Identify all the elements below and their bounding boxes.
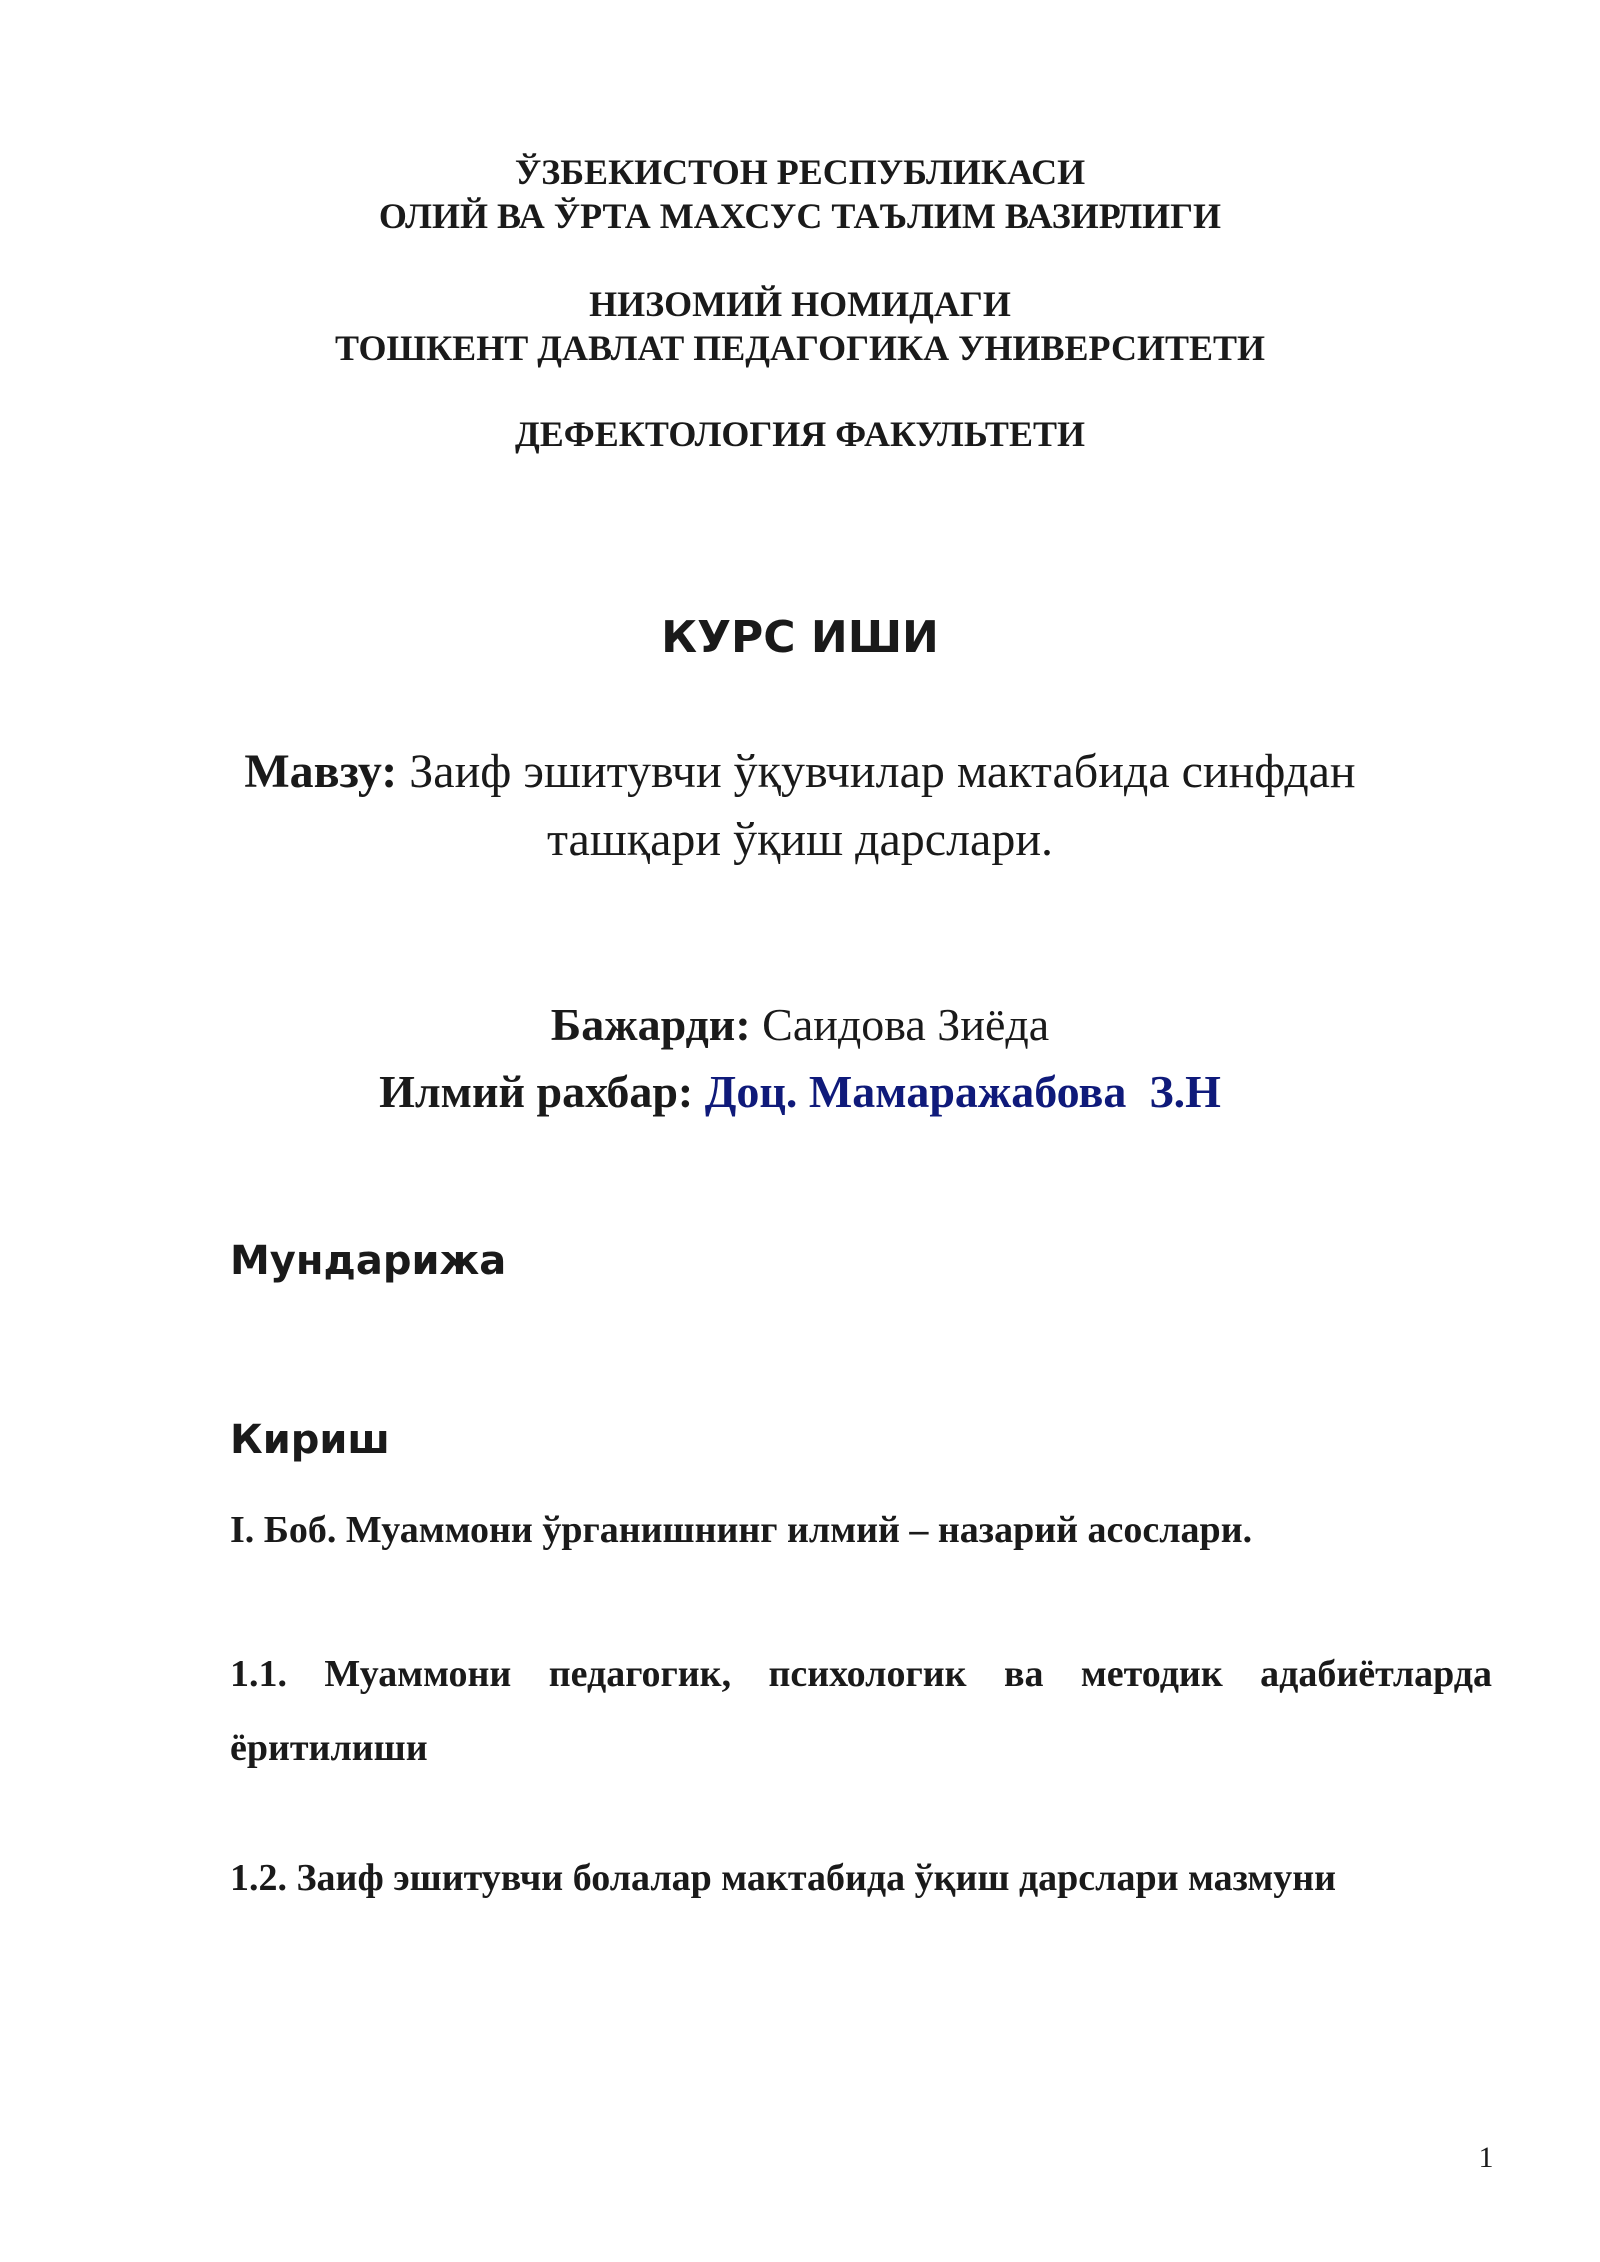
faculty-header <box>0 412 1600 456</box>
toc-section-1-2: 1.2. Заиф эшитувчи болалар мактабида ўқиш дарслари мазмуни <box>230 1857 1337 1899</box>
toc-intro: Кириш <box>230 1417 390 1463</box>
toc-title: Мундарижа <box>230 1238 507 1284</box>
toc-chapter-1: I. Боб. Муаммони ўрганишнинг илмий – назарий асослари. <box>230 1509 1253 1551</box>
topic-block <box>200 738 1400 874</box>
ministry-line-1: ЎЗБЕКИСТОН РЕСПУБЛИКАСИ <box>514 152 1086 192</box>
document-type-title: КУРС ИШИ <box>661 612 939 663</box>
performer-line <box>0 993 1600 1057</box>
university-line-2: ТОШКЕНТ ДАВЛАТ ПЕДАГОГИКА УНИВЕРСИТЕТИ <box>335 328 1265 368</box>
supervisor-label: Илмий рахбар: <box>379 1066 694 1117</box>
toc-section-1-1: 1.1. Муаммони педагогик, психологик ва методик адабиётларда ёритилиши <box>230 1653 1492 1769</box>
university-line-1: НИЗОМИЙ НОМИДАГИ <box>589 284 1011 324</box>
topic-text: Заиф эшитувчи ўқувчилар мактабида синфдан ташқари ўқиш дарслари. <box>409 745 1356 866</box>
ministry-line-2: ОЛИЙ ВА ЎРТА МАХСУС ТАЪЛИМ ВАЗИРЛИГИ <box>378 196 1222 236</box>
university-header <box>0 282 1600 370</box>
topic-label: Мавзу: <box>244 745 398 798</box>
performer-label: Бажарди: <box>550 999 751 1050</box>
supervisor-name: Доц. Мамаражабова З.Н <box>704 1066 1221 1117</box>
ministry-header <box>0 150 1600 238</box>
page-number: 1 <box>1478 2141 1494 2174</box>
faculty-line: ДЕФЕКТОЛОГИЯ ФАКУЛЬТЕТИ <box>515 414 1085 454</box>
performer-name: Саидова Зиёда <box>762 999 1050 1050</box>
supervisor-line <box>0 1060 1600 1124</box>
